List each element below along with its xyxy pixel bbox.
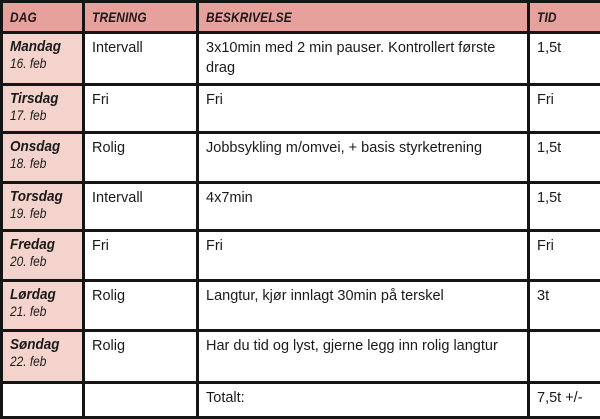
- day-cell: [2, 183, 84, 231]
- total-label: Totalt:: [198, 383, 529, 418]
- day-name: Søndag: [10, 336, 69, 353]
- day-date: 19. feb: [10, 205, 65, 222]
- description-cell: 3x10min med 2 min pauser. Kontrollert første drag: [198, 33, 529, 85]
- day-cell: [2, 33, 84, 85]
- description-cell: Fri: [198, 231, 529, 281]
- table-row: [2, 33, 600, 85]
- training-cell: Rolig: [84, 281, 198, 331]
- day-name: Tirsdag: [10, 90, 69, 107]
- header-description: BESKRIVELSE: [198, 2, 529, 33]
- day-name: Lørdag: [10, 286, 69, 303]
- time-cell: 3t: [529, 281, 600, 331]
- day-name: Torsdag: [10, 188, 69, 205]
- header-time: TID: [529, 2, 600, 33]
- day-date: 16. feb: [10, 55, 65, 72]
- time-cell: 1,5t: [529, 33, 600, 85]
- training-cell: Intervall: [84, 33, 198, 85]
- day-cell: [2, 133, 84, 183]
- description-cell: 4x7min: [198, 183, 529, 231]
- table-row: [2, 331, 600, 383]
- day-cell: [2, 281, 84, 331]
- table-row: [2, 85, 600, 133]
- training-cell: Fri: [84, 85, 198, 133]
- training-cell: Rolig: [84, 133, 198, 183]
- training-cell: Intervall: [84, 183, 198, 231]
- time-cell: [529, 331, 600, 383]
- day-name: Fredag: [10, 236, 69, 253]
- header-row: [2, 2, 600, 33]
- description-cell: Langtur, kjør innlagt 30min på terskel: [198, 281, 529, 331]
- total-row: [2, 383, 600, 418]
- day-date: 21. feb: [10, 303, 65, 320]
- day-name: Mandag: [10, 38, 69, 55]
- day-date: 18. feb: [10, 155, 65, 172]
- day-cell: [2, 231, 84, 281]
- table-row: [2, 183, 600, 231]
- table-row: [2, 133, 600, 183]
- day-name: Onsdag: [10, 138, 69, 155]
- empty-cell: [84, 383, 198, 418]
- time-cell: 1,5t: [529, 133, 600, 183]
- day-date: 20. feb: [10, 253, 65, 270]
- day-cell: [2, 85, 84, 133]
- day-cell: [2, 331, 84, 383]
- day-date: 22. feb: [10, 353, 65, 370]
- description-cell: Fri: [198, 85, 529, 133]
- time-cell: Fri: [529, 231, 600, 281]
- training-cell: Rolig: [84, 331, 198, 383]
- training-cell: Fri: [84, 231, 198, 281]
- description-cell: Har du tid og lyst, gjerne legg inn rolig langtur: [198, 331, 529, 383]
- table-row: [2, 281, 600, 331]
- header-day: DAG: [2, 2, 84, 33]
- description-cell: Jobbsykling m/omvei, + basis styrketrening: [198, 133, 529, 183]
- empty-cell: [2, 383, 84, 418]
- time-cell: 1,5t: [529, 183, 600, 231]
- table-row: [2, 231, 600, 281]
- header-training: TRENING: [84, 2, 198, 33]
- total-value: 7,5t +/-: [529, 383, 600, 418]
- time-cell: Fri: [529, 85, 600, 133]
- day-date: 17. feb: [10, 107, 65, 124]
